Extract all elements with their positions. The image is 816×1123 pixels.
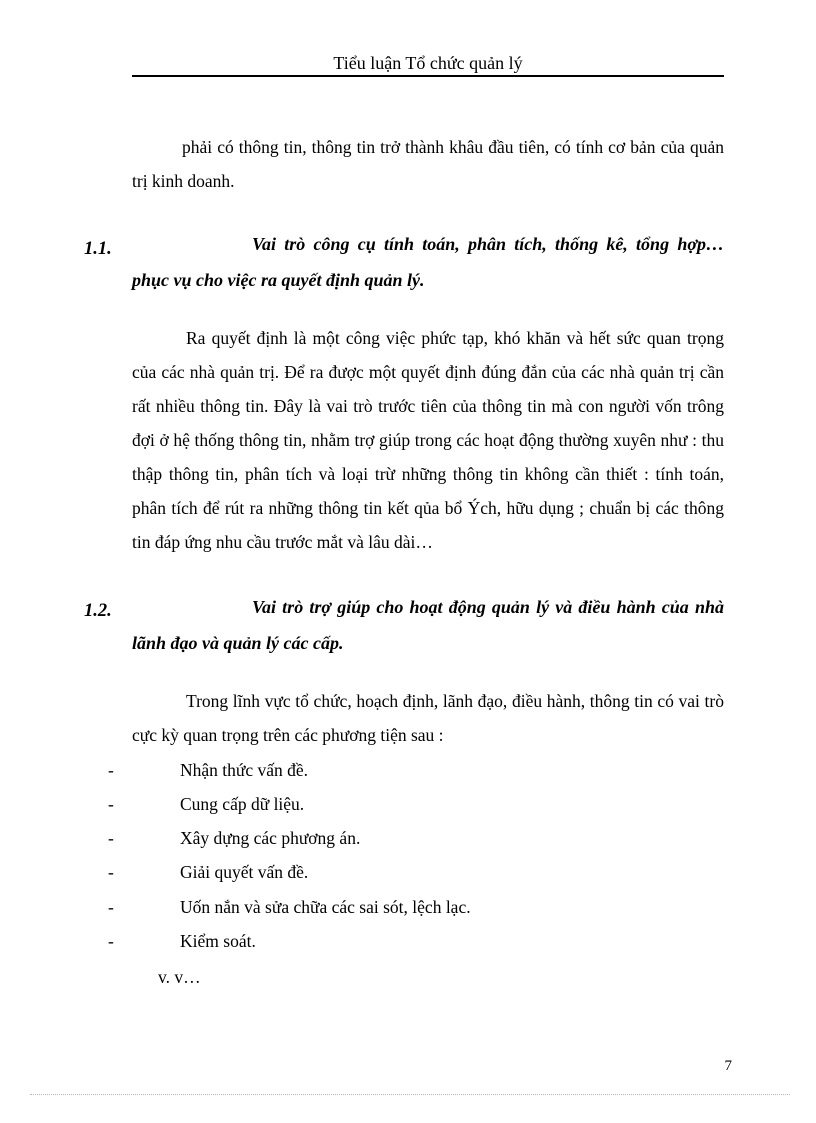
list-bullet: - xyxy=(108,828,114,848)
list-item xyxy=(0,821,816,855)
list-item-text: Giải quyết vấn đề. xyxy=(180,862,309,882)
section-1-2-paragraph: Trong lĩnh vực tổ chức, hoạch định, lãnh đạo, điều hành, thông tin có vai trò cực kỳ quan trọng trên các phương tiện sau : xyxy=(132,691,724,745)
list-item-text: Kiểm soát. xyxy=(180,931,256,951)
section-1-1-paragraph: Ra quyết định là một công việc phức tạp, khó khăn và hết sức quan trọng của các nhà quản trị. Để ra được một quyết định đúng đắn của các nhà quản trị cần rất nhiều thông tin. Đây là vai trò trước tiên của thông tin mà con người vốn trông đợi ở hệ thống thông tin, nhằm trợ giúp trong các hoạt động thường xuyên như : thu thập thông tin, phân tích và loại trừ những thông tin không cần thiết : tính toán, phân tích để rút ra những thông tin kết qủa bổ Ých, hữu dụng ; chuẩn bị các thông tin đáp ứng nhu cầu trước mắt và lâu dài… xyxy=(132,328,724,552)
list-item xyxy=(0,924,816,958)
list-item-text: Nhận thức vấn đề. xyxy=(180,760,309,780)
section-title-1-2: Vai trò trợ giúp cho hoạt động quản lý và điều hành của nhà lãnh đạo và quản lý các cấp. xyxy=(132,597,724,653)
header-divider xyxy=(132,75,724,77)
list-item xyxy=(0,890,816,924)
list-item xyxy=(0,753,816,787)
list-bullet: - xyxy=(108,760,114,780)
list-item-text: Cung cấp dữ liệu. xyxy=(180,794,305,814)
section-number-1-2: 1.2. xyxy=(84,601,112,621)
list-item-text: Xây dựng các phương án. xyxy=(180,828,361,848)
etc-text: v. v… xyxy=(158,967,201,987)
list-bullet: - xyxy=(108,794,114,814)
list-bullet: - xyxy=(108,862,114,882)
section-title-1-1: Vai trò công cụ tính toán, phân tích, thống kê, tổng hợp… phục vụ cho việc ra quyết định quản lý. xyxy=(132,234,724,290)
list-bullet: - xyxy=(108,931,114,951)
list-bullet: - xyxy=(108,897,114,917)
list-item-text: Uốn nắn và sửa chữa các sai sót, lệch lạc. xyxy=(180,897,471,917)
intro-paragraph: phải có thông tin, thông tin trở thành khâu đầu tiên, có tính cơ bản của quản trị kinh doanh. xyxy=(132,137,724,191)
section-number-1-1: 1.1. xyxy=(84,239,112,259)
page-number: 7 xyxy=(724,1058,732,1074)
list-item xyxy=(0,855,816,889)
list-item xyxy=(0,787,816,821)
page-bottom-border xyxy=(30,1094,790,1095)
header-title: Tiểu luận Tổ chức quản lý xyxy=(333,53,523,73)
